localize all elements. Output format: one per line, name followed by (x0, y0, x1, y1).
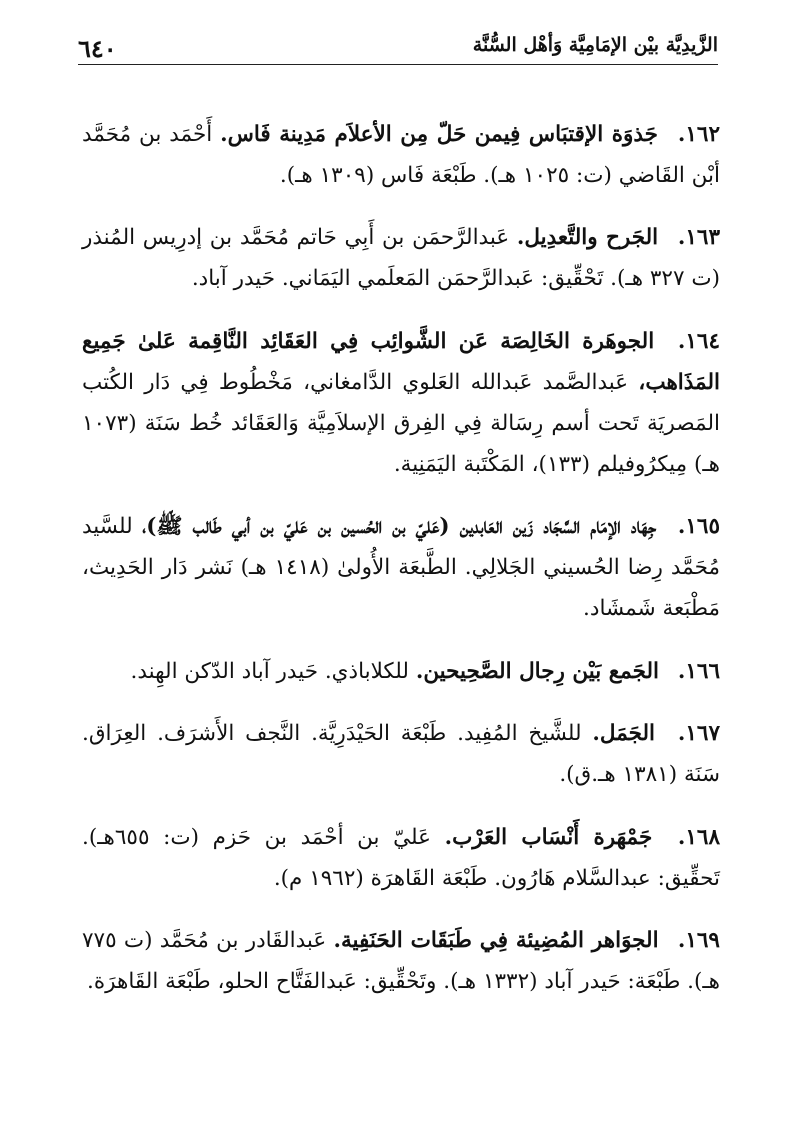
entry-number: ١٦٣. (677, 225, 721, 250)
bibliography-entry-169 (82, 920, 720, 1002)
header-divider (78, 64, 718, 65)
bibliography-entry-165 (82, 506, 720, 629)
entry-title: جَذوَة الإقتبَاس فِيمن حَلّ مِن الأعلاَم مَدِينة فَاس. (220, 121, 658, 147)
entry-number: ١٦٨. (677, 824, 721, 850)
entry-details: للشَّيخ المُفِيد. طَبْعَة الحَيْدَرِيَّة. النَّجف الأَشرَف. العِرَاق. سَنَة (١٣٨١ هـ.ق). (82, 721, 720, 787)
bibliography-list (82, 92, 720, 1013)
entry-title: الجوهَرة الخَالِصَة عَن الشَّوائِب فِي العَقَائِد النَّاقِمة عَلىٰ جَمِيع المَذَاهب، (82, 328, 720, 395)
running-title: الزَّيدِيَّة بيْن الإمَامِيَّة وَأهْل السُّنَّة (472, 34, 718, 56)
entry-details: عَبدالرَّحمَن بن أَبِي حَاتم مُحَمَّد بن إدرِيس المُنذر (ت ٣٢٧ هـ). تَحْقِّيق: عَبدالرَّحمَن المَعلَمي اليَمَاني. حَيدر آباد. (82, 225, 720, 291)
entry-number: ١٦٩. (677, 928, 720, 953)
entry-details: عَبدالصَّمد عَبدالله العَلوي الدَّامغاني، مَخْطُوط فِي دَار الكُتب المَصريَة تَحت أسم رِسَالة فِي الفِرق الإسلاَمِيَّة وَالعَقَائد خُط سَنَة (١٠٧٣ هـ) مِيكرُوفيلم (١٣٣)، المَكْتَبة اليَمَنِية. (82, 369, 720, 477)
entry-details: عَليّ بن أحْمَد بن حَزم (ت: ٦٥٥هـ). تَحقِّيق: عبدالسَّلام هَارُون. طَبْعَة القَاهرَة (١٩٦٢ م). (82, 824, 720, 891)
bibliography-entry-166 (82, 651, 720, 692)
entry-number: ١٦٢. (677, 121, 720, 147)
entry-number: ١٦٧. (677, 721, 721, 746)
entry-details: للسَّيد مُحَمَّد رِضا الحُسيني الجَلالِي. الطَّبعَة الأُولىٰ (١٤١٨ هـ) نَشر دَار الحَدِيث، مَطْبَعة شَمشَاد. (82, 514, 720, 621)
page-header (78, 30, 718, 70)
bibliography-entry-163 (82, 217, 720, 299)
entry-title: الجَرح والتَّعدِيل. (516, 225, 659, 250)
entry-number: ١٦٦. (677, 658, 720, 684)
entry-title: الجَمع بَيْن رِجال الصَّحِيحين. (415, 658, 659, 684)
bibliography-entry-162 (82, 114, 720, 196)
entry-number: ١٦٥. (677, 514, 720, 539)
entry-title: جَمْهَرة أَنْسَاب العَرْب. (444, 824, 653, 850)
entry-number: ١٦٤. (677, 328, 720, 354)
entry-title: الجوَاهر المُضِيئة فِي طَبَقَات الحَنَفِية. (333, 928, 659, 953)
bibliography-entry-164 (82, 321, 720, 485)
page-number: ٦٤٠ (78, 34, 117, 63)
entry-details: أَحْمَد بن مُحَمَّد أبْن القَاضي (ت: ١٠٢٥ هـ). طَبْعَة فَاس (١٣٠٩ هـ). (82, 121, 720, 188)
entry-details: عَبدالقَادر بن مُحَمَّد (ت ٧٧٥ هـ). طَبْعَة: حَيدر آباد (١٣٣٢ هـ). وتَحْقِّيق: عَبدالفَتَّاح الحلو، طَبْعَة القَاهرَة. (82, 928, 720, 994)
bibliography-entry-167 (82, 713, 720, 795)
entry-title: الجَمَل. (592, 721, 656, 746)
entry-title: جِهَاد الإمَام السَّجَاد زَين العَابدين (عَليّ بن الحُسين بن عَليّ بن أبي طَالب ﷺ)، (142, 514, 657, 539)
bibliography-entry-168 (82, 817, 720, 899)
entry-details: للكلاباذي. حَيدر آباد الدّكن الهِند. (130, 658, 409, 684)
